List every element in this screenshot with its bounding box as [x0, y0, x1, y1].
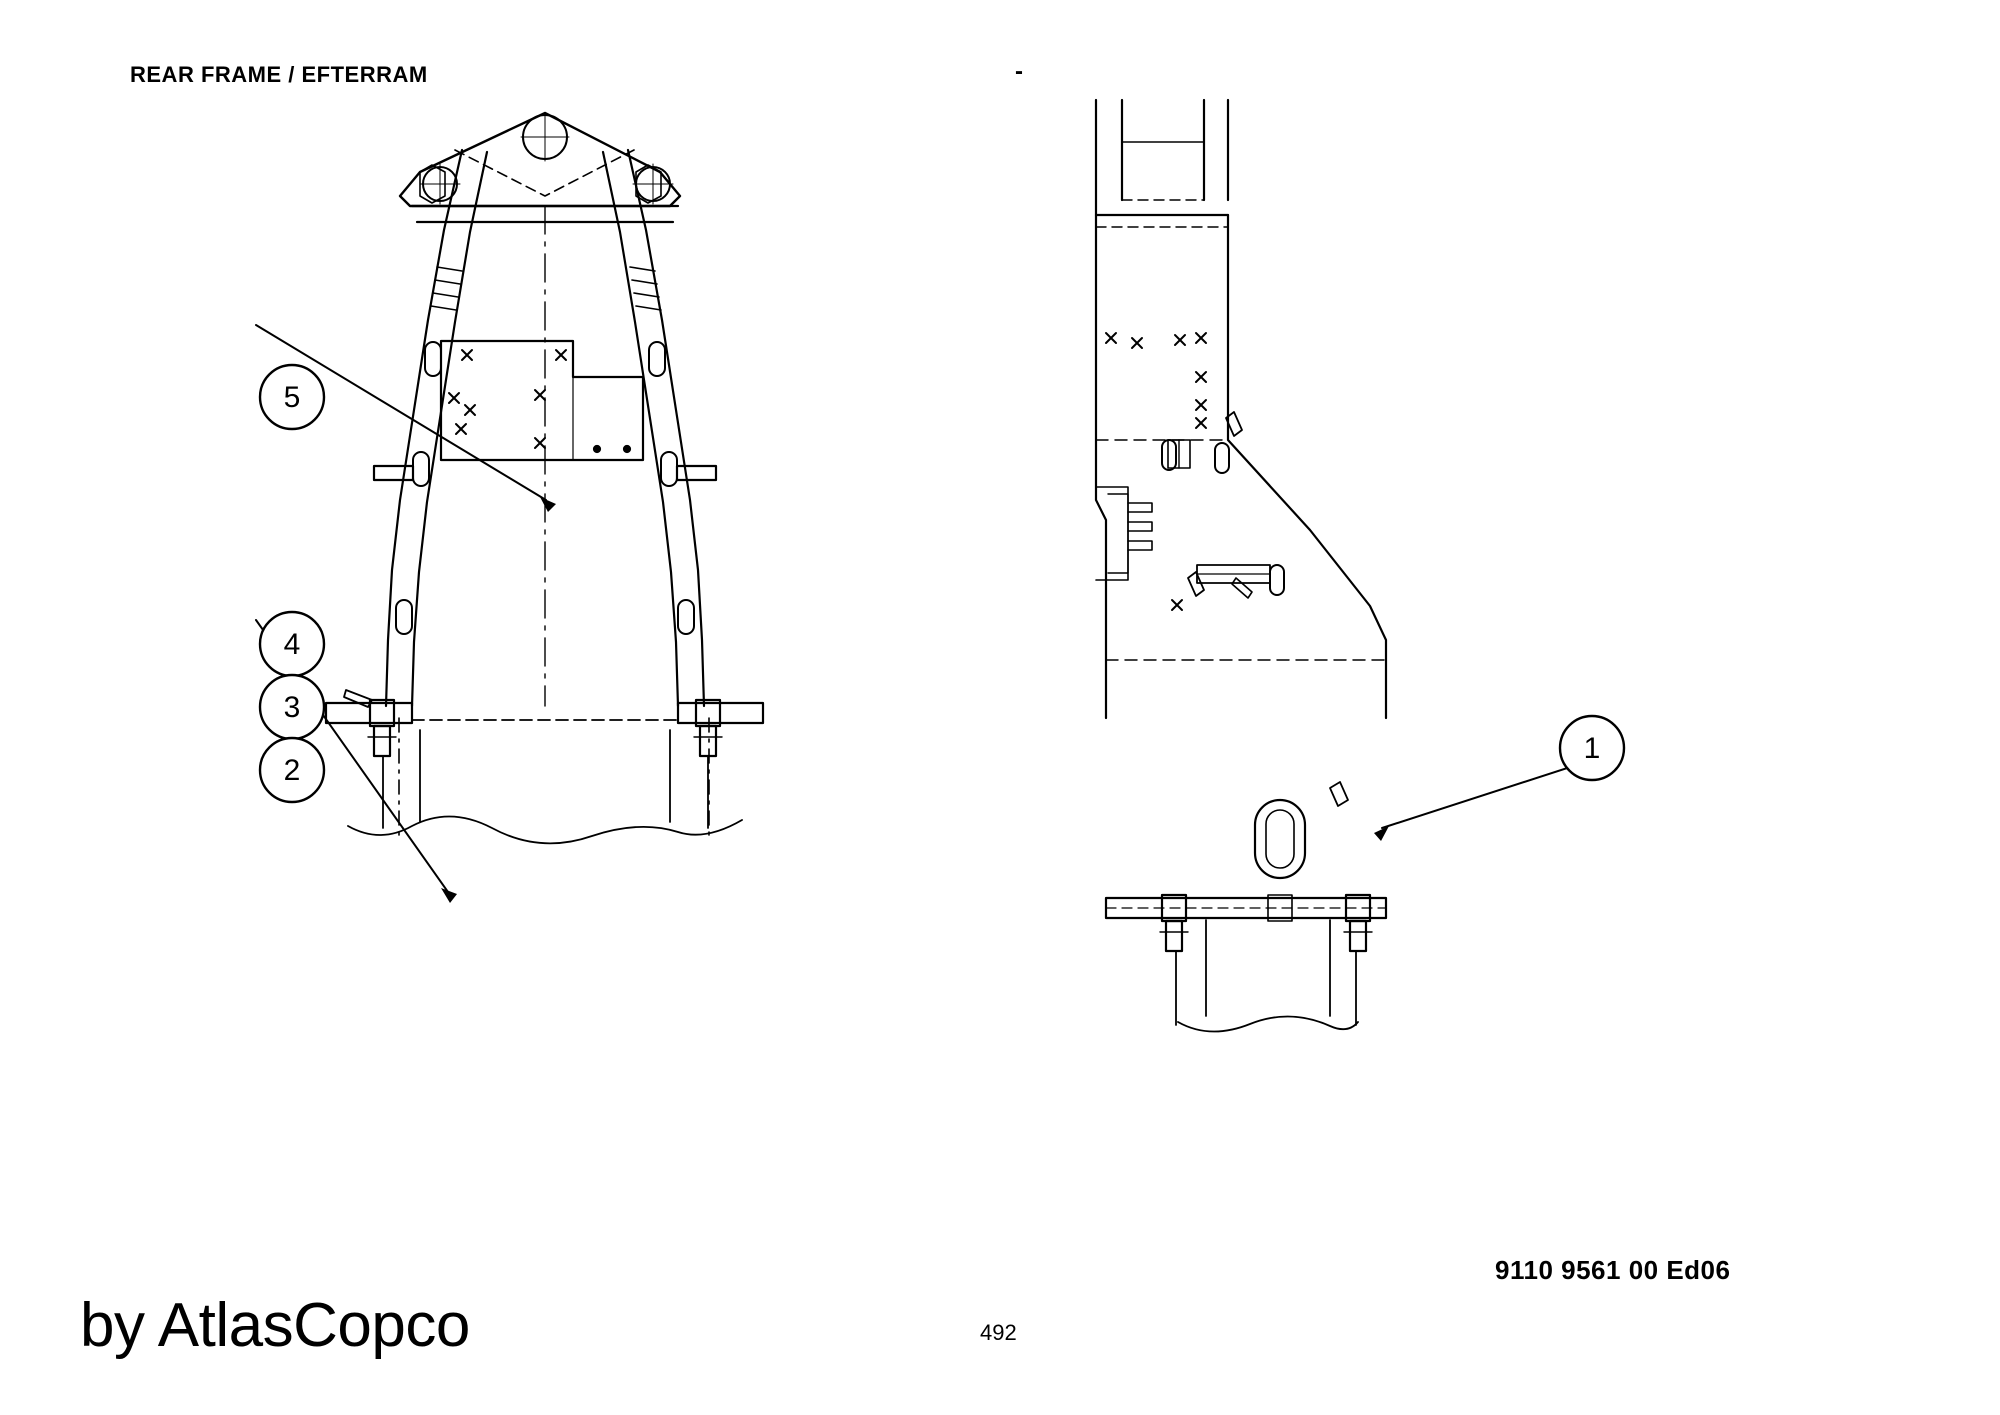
callout-bubbles — [260, 365, 1624, 802]
page-title: REAR FRAME / EFTERRAM — [130, 62, 428, 87]
callout-2-label: 2 — [283, 753, 301, 787]
callout-2[interactable] — [260, 738, 324, 802]
side-view — [1096, 100, 1386, 1032]
callout-1-label: 1 — [1583, 731, 1601, 765]
callout-3-label: 3 — [283, 690, 301, 724]
callout-5-label: 5 — [283, 380, 301, 414]
header-center-mark: - — [1015, 58, 1023, 85]
callout-1[interactable] — [1560, 716, 1624, 780]
callout-3[interactable] — [260, 675, 324, 739]
document-number: 9110 9561 00 Ed06 — [1495, 1255, 1731, 1285]
callout-5[interactable] — [260, 365, 324, 429]
front-view — [326, 113, 763, 843]
page-number: 492 — [980, 1320, 1017, 1345]
brand-logo: by AtlasCopco — [80, 1291, 470, 1360]
callout-4-label: 4 — [283, 627, 301, 661]
callout-4[interactable] — [260, 612, 324, 676]
